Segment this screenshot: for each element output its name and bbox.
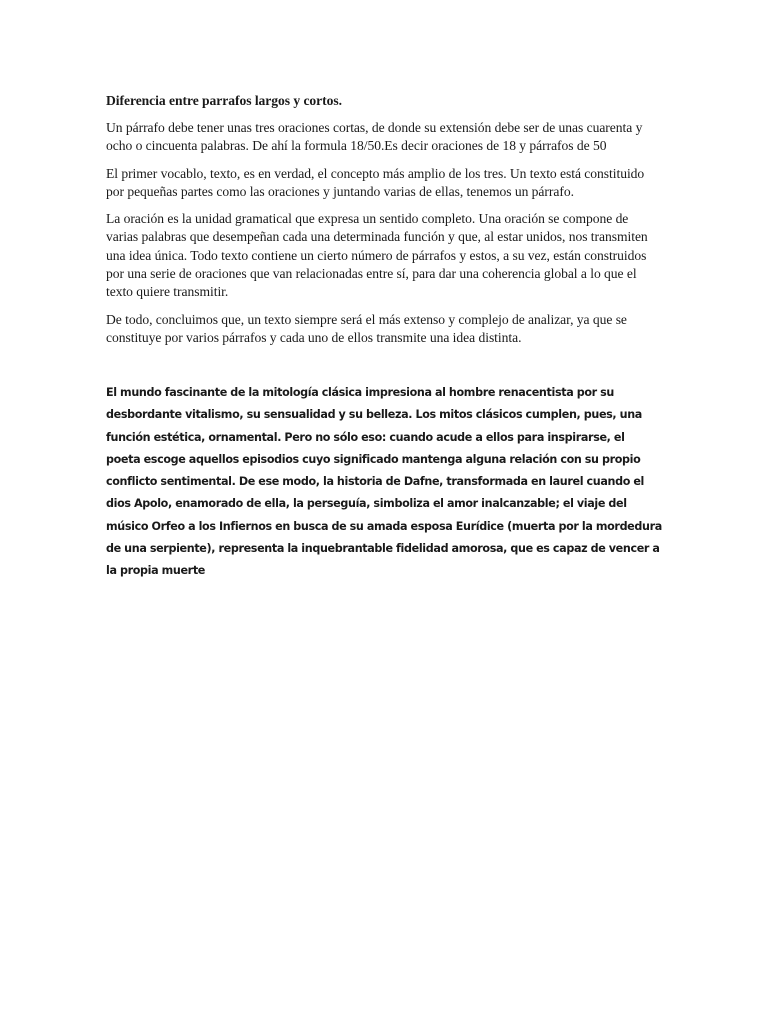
mythology-section: [106, 382, 662, 583]
paragraph-text-concept: El primer vocablo, texto, es en verdad, el concepto más amplio de los tres. Un texto está constituido por pequeñas partes como las oraciones y juntando varias de ellas, tenemos un párrafo.: [106, 165, 645, 199]
document-text-section: [106, 92, 661, 356]
paragraph-sentence-length: Un párrafo debe tener unas tres oraciones cortas, de donde su extensión debe ser de unas cuarenta y ocho o cincuenta palabras. De ahí la formula 18/50.Es decir oraciones de 18 y párrafos de 50: [106, 120, 643, 154]
document-heading: Diferencia entre parrafos largos y cortos.: [106, 93, 342, 108]
paragraph-mythology: El mundo fascinante de la mitología clásica impresiona al hombre renacentista por su desbordante vitalismo, su sensualidad y su belleza. Los mitos clásicos cumplen, pues, una función estética, ornamental. Pero no sólo eso: cuando acude a ellos para inspirarse, el poeta escoge aquellos episodios cuyo significado mantenga alguna relación con su propio conflicto sentimental. De ese modo, la historia de Dafne, transformada en laurel cuando el dios Apolo, enamorado de ella, la perseguía, simboliza el amor inalcanzable; el viaje del músico Orfeo a los Infiernos en busca de su amada esposa Eurídice (muerta por la mordedura de una serpiente), representa la inquebrantable fidelidad amorosa, que es capaz de vencer a la propia muerte: [106, 386, 662, 578]
paragraph-conclusion: De todo, concluimos que, un texto siempre será el más extenso y complejo de analizar, ya que se constituye por varios párrafos y cada uno de ellos transmite una idea distinta.: [106, 311, 627, 345]
paragraph-sentence-definition: La oración es la unidad gramatical que expresa un sentido completo. Una oración se compone de varias palabras que desempeñan cada una determinada función y que, al estar unidos, nos transmiten una idea única. Todo texto contiene un cierto número de párrafos y estos, a su vez, están construidos por una serie de oraciones que van relacionadas entre sí, para dar una coherencia global a lo que el texto quiere transmitir.: [106, 211, 648, 300]
